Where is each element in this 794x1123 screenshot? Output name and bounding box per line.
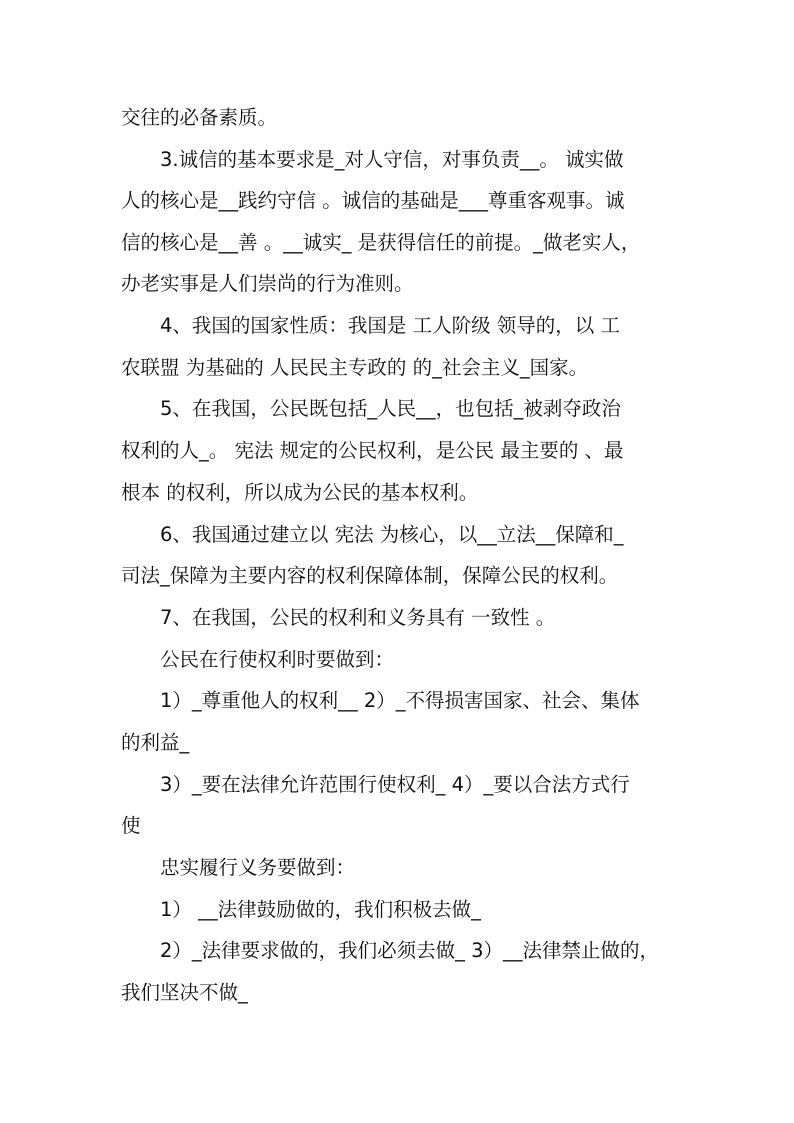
text-line-8: 5、在我国，公民既包括_人民__，也包括_被剥夺政治: [160, 397, 621, 420]
text-line-19: 忠实履行义务要做到：: [160, 856, 356, 879]
text-line-16: 的利益_: [121, 731, 190, 754]
text-line-7: 农联盟 为基础的 人民民主专政的 的_社会主义_国家。: [121, 356, 589, 379]
text-line-18: 使: [121, 814, 141, 837]
text-line-21: 2）_法律要求做的，我们必须去做_ 3）__法律禁止做的，: [160, 939, 660, 962]
text-line-15: 1）_尊重他人的权利__ 2）_不得损害国家、社会、集体: [160, 689, 640, 712]
text-line-6: 4、我国的国家性质：我国是 工人阶级 领导的，以 工: [160, 314, 621, 337]
text-line-1: 交往的必备素质。: [121, 106, 278, 129]
text-line-17: 3）_要在法律允许范围行使权利_ 4）_要以合法方式行: [160, 773, 630, 796]
text-line-5: 办老实事是人们崇尚的行为准则。: [121, 272, 414, 295]
text-line-11: 6、我国通过建立以 宪法 为核心，以__立法__保障和_: [160, 523, 624, 546]
text-line-12: 司法_保障为主要内容的权利保障体制，保障公民的权利。: [121, 564, 619, 587]
text-line-14: 公民在行使权利时要做到：: [160, 648, 395, 671]
text-line-9: 权利的人_。 宪法 规定的公民权利，是公民 最主要的 、最: [121, 439, 624, 462]
text-line-20: 1） __法律鼓励做的，我们积极去做_: [160, 898, 481, 921]
text-line-22: 我们坚决不做_: [121, 981, 248, 1004]
text-line-3: 人的核心是__践约守信 。诚信的基础是___尊重客观事。诚: [121, 189, 625, 212]
text-line-10: 根本 的权利，所以成为公民的基本权利。: [121, 481, 479, 504]
text-line-2: 3.诚信的基本要求是_对人守信，对事负责__。 诚实做: [160, 148, 624, 171]
text-line-4: 信的核心是__善 。__诚实_ 是获得信任的前提。_做老实人，: [121, 231, 641, 254]
text-line-13: 7、在我国，公民的权利和义务具有 一致性 。: [160, 606, 556, 629]
